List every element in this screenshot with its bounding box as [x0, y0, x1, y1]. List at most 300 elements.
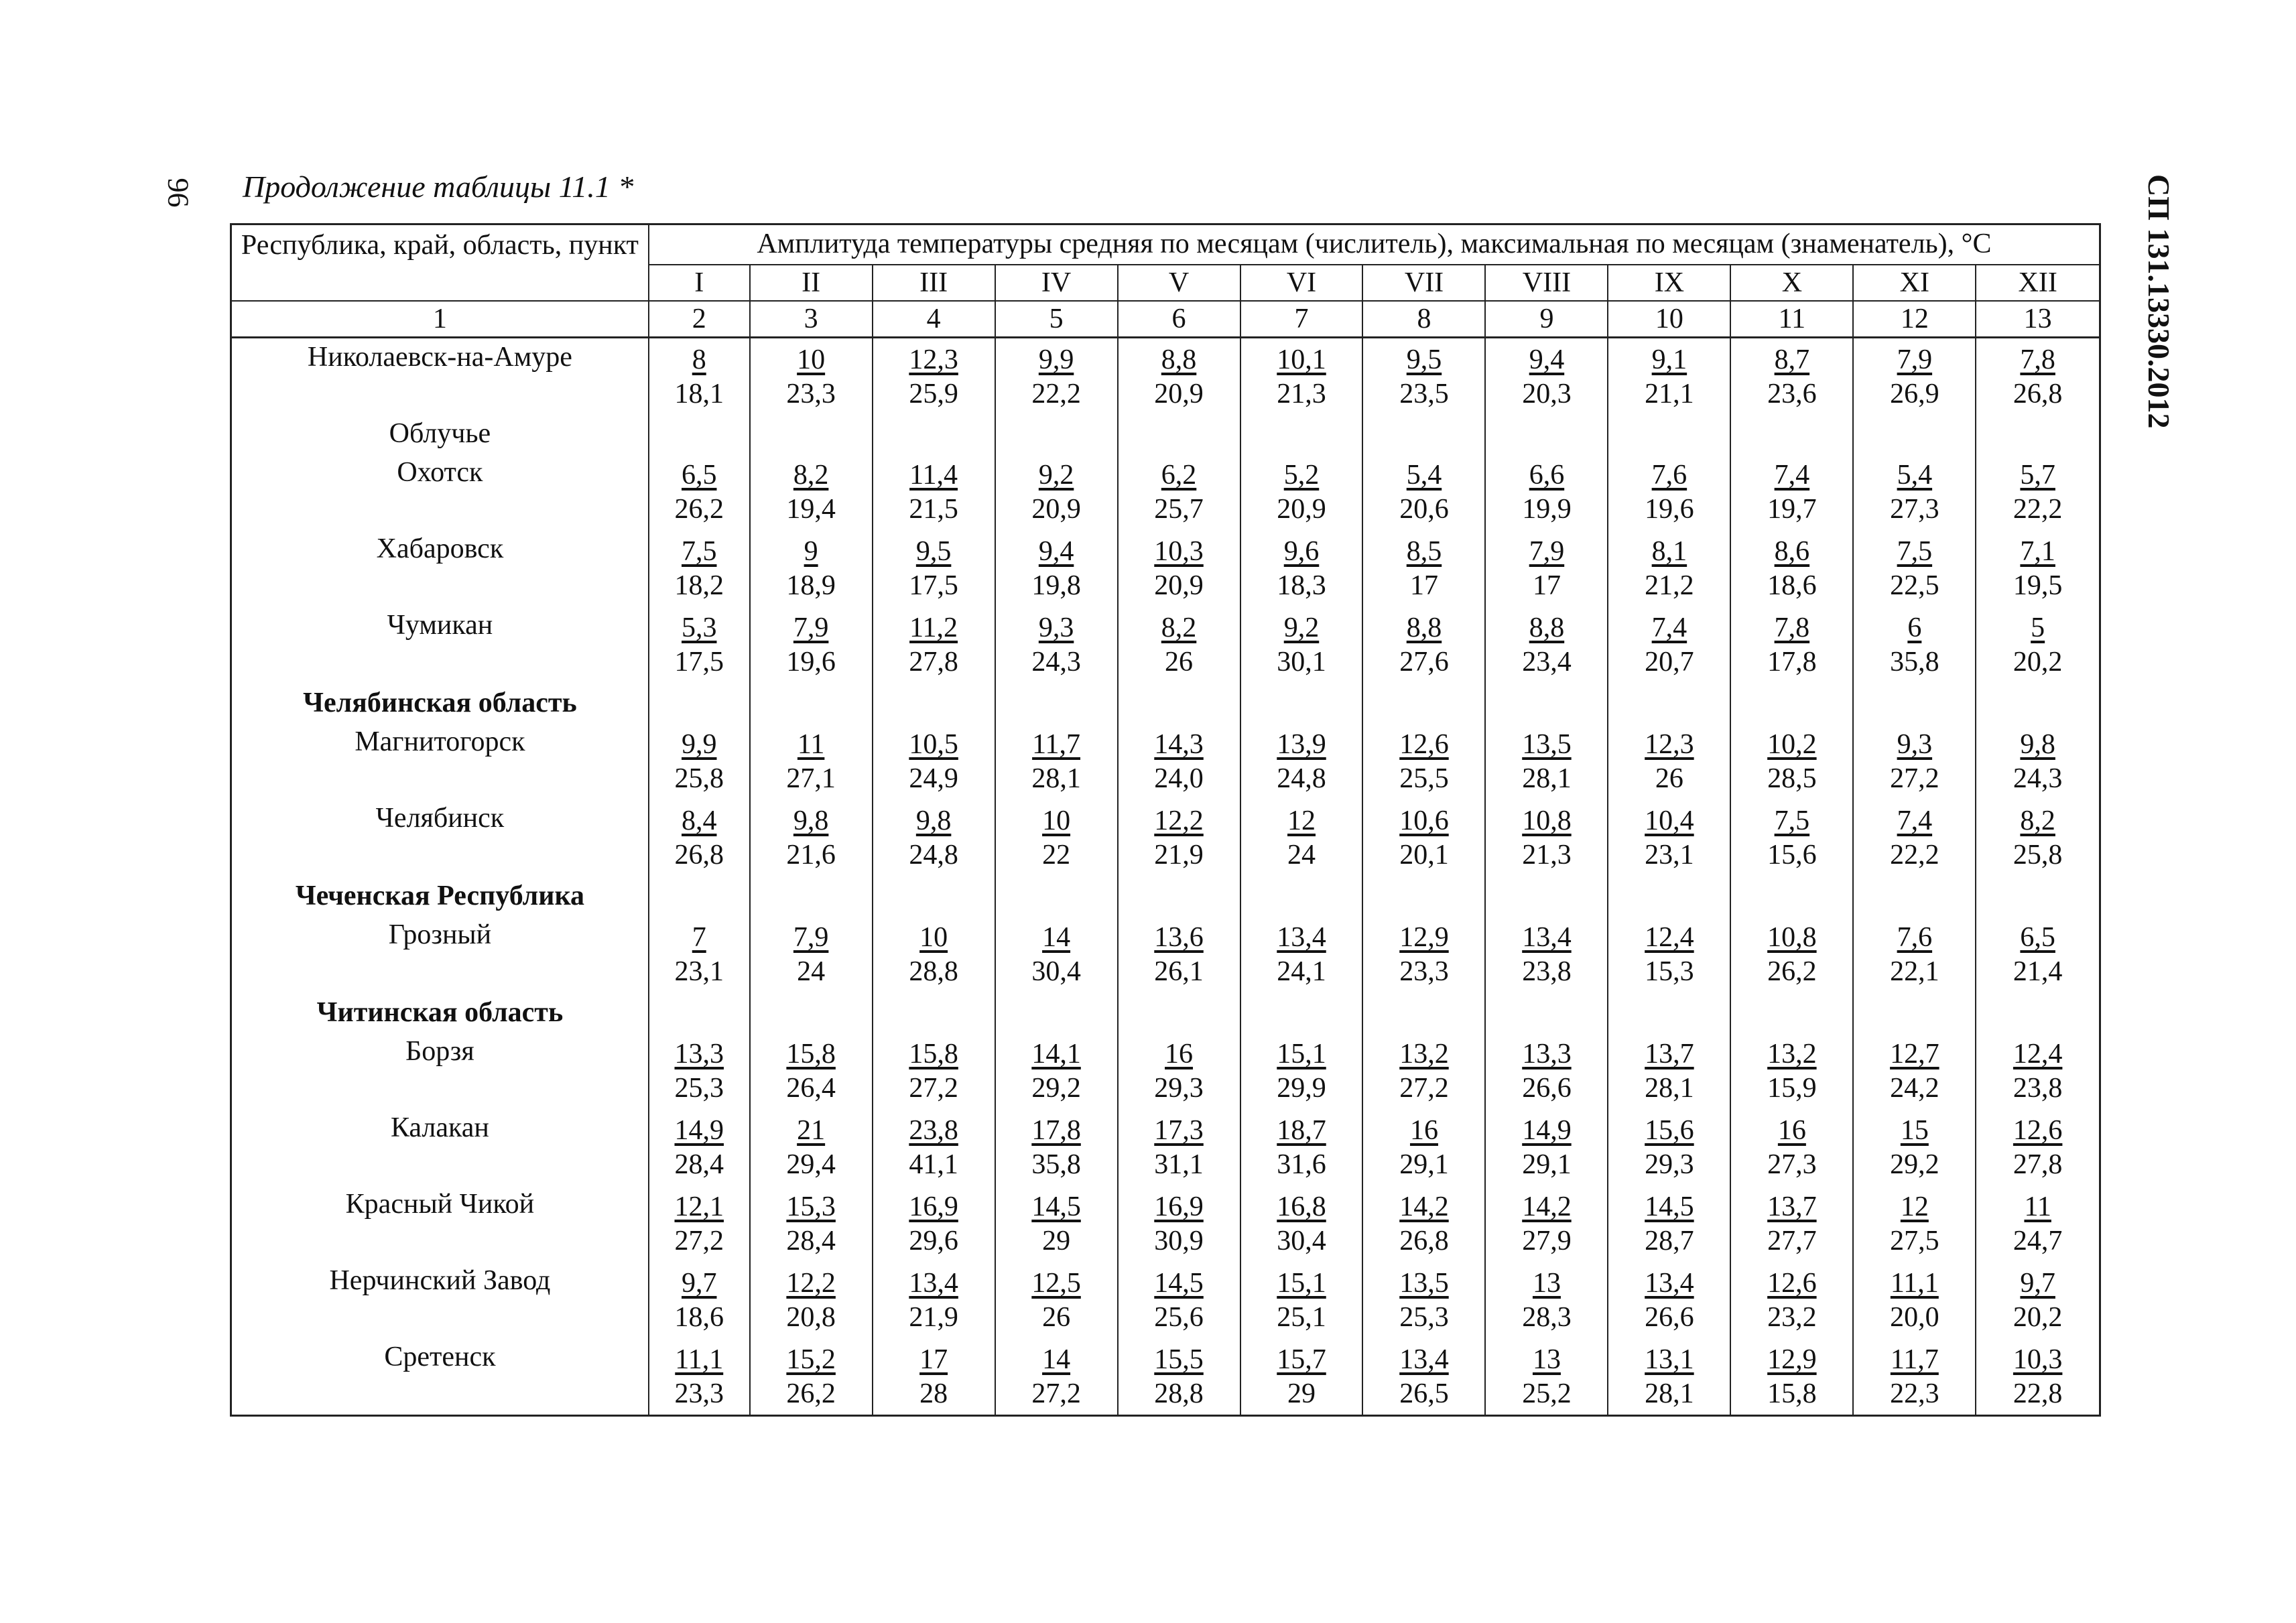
average-amplitude: 8,8: [1406, 612, 1442, 643]
value-cell: [649, 338, 750, 415]
average-amplitude: 15,6: [1645, 1115, 1694, 1146]
fraction: [1976, 1338, 2099, 1412]
average-amplitude: 14,1: [1031, 1039, 1081, 1069]
maximum-amplitude: 26: [1655, 763, 1683, 794]
average-amplitude: 13,2: [1767, 1039, 1817, 1069]
fraction: [1241, 454, 1362, 527]
maximum-amplitude: 26,8: [1399, 1226, 1449, 1256]
fraction: [873, 606, 995, 680]
value-cell: [1730, 683, 1853, 723]
location-cell: [231, 876, 649, 916]
value-cell: [1730, 1033, 1853, 1109]
location-cell: [231, 1185, 649, 1262]
maximum-amplitude: 25,3: [674, 1073, 724, 1104]
value-cell: [1730, 1338, 1853, 1416]
value-cell: [1118, 723, 1240, 799]
value-cell: [1608, 683, 1730, 723]
fraction: [996, 1109, 1117, 1183]
value-cell: [750, 723, 873, 799]
value-cell: [1608, 992, 1730, 1033]
value-cell: [649, 606, 750, 683]
maximum-amplitude: 21,3: [1277, 379, 1326, 409]
maximum-amplitude: 27,2: [1399, 1073, 1449, 1104]
value-cell: [1853, 683, 1976, 723]
average-amplitude: 12,4: [2013, 1039, 2063, 1069]
table-row: [231, 916, 2100, 992]
value-cell: [1118, 1185, 1240, 1262]
fraction: [1731, 1338, 1852, 1412]
average-amplitude: 9,9: [681, 729, 717, 760]
value-cell: [1362, 530, 1485, 606]
value-cell: [1608, 1033, 1730, 1109]
fraction: [1486, 916, 1607, 990]
maximum-amplitude: 29,4: [786, 1149, 836, 1180]
value-cell: [1608, 415, 1730, 454]
table-row: [231, 1338, 2100, 1416]
value-cell: [750, 415, 873, 454]
average-amplitude: 8: [692, 344, 706, 375]
value-cell: [1118, 1033, 1240, 1109]
value-cell: [1240, 723, 1363, 799]
average-amplitude: 12,1: [674, 1191, 724, 1222]
value-cell: [995, 799, 1118, 876]
value-cell: [649, 1109, 750, 1185]
maximum-amplitude: 41,1: [909, 1149, 958, 1180]
value-cell: [1485, 415, 1608, 454]
average-amplitude: 16: [1409, 1115, 1438, 1146]
average-amplitude: 9,8: [793, 805, 829, 836]
month-header: VI: [1240, 265, 1363, 301]
value-cell: [649, 876, 750, 916]
value-cell: [873, 1338, 995, 1416]
value-cell: [1976, 799, 2100, 876]
average-amplitude: 8,2: [793, 460, 829, 491]
value-cell: [1608, 876, 1730, 916]
maximum-amplitude: 19,4: [786, 494, 836, 525]
maximum-amplitude: 29,2: [1031, 1073, 1081, 1104]
value-cell: [1485, 1033, 1608, 1109]
value-cell: [1240, 1185, 1363, 1262]
fraction: [1731, 1185, 1852, 1259]
average-amplitude: 14,3: [1154, 729, 1204, 760]
average-amplitude: 13,6: [1154, 922, 1204, 953]
maximum-amplitude: 27,2: [1890, 763, 1939, 794]
fraction: [1854, 1033, 1975, 1106]
value-cell: [1976, 1262, 2100, 1338]
fraction: [1608, 1262, 1730, 1336]
fraction: [1486, 1338, 1607, 1412]
value-cell: [995, 1109, 1118, 1185]
value-cell: [1362, 876, 1485, 916]
average-amplitude: 11,2: [909, 612, 958, 643]
average-amplitude: 12,5: [1031, 1268, 1081, 1299]
value-cell: [1608, 530, 1730, 606]
average-amplitude: 5,4: [1406, 460, 1442, 491]
average-amplitude: 11,7: [1890, 1344, 1939, 1375]
fraction: [1976, 1262, 2099, 1336]
place-name: Облучье: [389, 418, 491, 449]
fraction: [1976, 1109, 2099, 1183]
column-number: 10: [1608, 301, 1730, 338]
maximum-amplitude: 23,4: [1522, 647, 1572, 677]
value-cell: [1976, 454, 2100, 530]
maximum-amplitude: 28,8: [909, 956, 958, 987]
maximum-amplitude: 29,2: [1890, 1149, 1939, 1180]
fraction: [1731, 723, 1852, 797]
value-cell: [750, 1033, 873, 1109]
column-number-row: [231, 301, 2100, 338]
average-amplitude: 9,5: [915, 536, 952, 567]
page-number: 96: [162, 178, 195, 208]
value-cell: [1362, 1262, 1485, 1338]
value-cell: [750, 916, 873, 992]
value-cell: [1608, 1262, 1730, 1338]
average-amplitude: 9,2: [1283, 612, 1320, 643]
value-cell: [1118, 992, 1240, 1033]
fraction: [751, 606, 872, 680]
month-header: IX: [1608, 265, 1730, 301]
average-amplitude: 13: [1532, 1344, 1561, 1375]
average-amplitude: 10,8: [1767, 922, 1817, 953]
maximum-amplitude: 21,5: [909, 494, 958, 525]
maximum-amplitude: 28,3: [1522, 1302, 1572, 1333]
average-amplitude: 8,7: [1774, 344, 1810, 375]
value-cell: [1362, 454, 1485, 530]
value-cell: [1853, 454, 1976, 530]
value-cell: [1240, 1109, 1363, 1185]
average-amplitude: 10: [1042, 805, 1071, 836]
value-cell: [1976, 876, 2100, 916]
maximum-amplitude: 26,2: [786, 1378, 836, 1409]
fraction: [996, 606, 1117, 680]
maximum-amplitude: 18,3: [1277, 570, 1326, 601]
fraction: [1119, 1338, 1240, 1412]
value-cell: [1853, 530, 1976, 606]
maximum-amplitude: 22,8: [2013, 1378, 2063, 1409]
place-name: Охотск: [397, 457, 483, 488]
maximum-amplitude: 23,6: [1767, 379, 1817, 409]
maximum-amplitude: 20,8: [786, 1302, 836, 1333]
average-amplitude: 13,4: [909, 1268, 958, 1299]
value-cell: [649, 992, 750, 1033]
maximum-amplitude: 29,1: [1399, 1149, 1449, 1180]
value-cell: [873, 799, 995, 876]
value-cell: [1730, 415, 1853, 454]
average-amplitude: 11: [2024, 1191, 2051, 1222]
average-amplitude: 5,2: [1283, 460, 1320, 491]
average-amplitude: 6,2: [1161, 460, 1197, 491]
value-cell: [1118, 876, 1240, 916]
value-cell: [1730, 606, 1853, 683]
table-row: [231, 338, 2100, 415]
value-cell: [1853, 1033, 1976, 1109]
fraction: [1241, 1338, 1362, 1412]
maximum-amplitude: 22,5: [1890, 570, 1939, 601]
fraction: [1486, 1109, 1607, 1183]
fraction: [996, 530, 1117, 604]
maximum-amplitude: 26,5: [1399, 1378, 1449, 1409]
value-cell: [1240, 799, 1363, 876]
location-cell: [231, 799, 649, 876]
value-cell: [1118, 916, 1240, 992]
place-name: Борзя: [405, 1036, 474, 1067]
value-cell: [1362, 1338, 1485, 1416]
maximum-amplitude: 22,2: [1031, 379, 1081, 409]
fraction: [1608, 1338, 1730, 1412]
value-cell: [873, 338, 995, 415]
average-amplitude: 9,4: [1529, 344, 1565, 375]
average-amplitude: 15,8: [909, 1039, 958, 1069]
fraction: [1854, 1338, 1975, 1412]
fraction: [996, 454, 1117, 527]
fraction: [649, 1262, 749, 1336]
value-cell: [1730, 1185, 1853, 1262]
value-cell: [873, 876, 995, 916]
maximum-amplitude: 28,5: [1767, 763, 1817, 794]
maximum-amplitude: 30,4: [1031, 956, 1081, 987]
value-cell: [1730, 338, 1853, 415]
month-header: XII: [1976, 265, 2100, 301]
table-row: [231, 1185, 2100, 1262]
maximum-amplitude: 15,3: [1645, 956, 1694, 987]
maximum-amplitude: 35,8: [1890, 647, 1939, 677]
average-amplitude: 10,8: [1522, 805, 1572, 836]
table-row: [231, 1109, 2100, 1185]
fraction: [751, 1338, 872, 1412]
average-amplitude: 13,4: [1645, 1268, 1694, 1299]
value-cell: [1730, 916, 1853, 992]
fraction: [996, 723, 1117, 797]
value-cell: [1730, 1262, 1853, 1338]
maximum-amplitude: 27,2: [674, 1226, 724, 1256]
fraction: [1608, 1185, 1730, 1259]
value-cell: [1485, 992, 1608, 1033]
average-amplitude: 13,2: [1399, 1039, 1449, 1069]
value-cell: [1240, 1033, 1363, 1109]
maximum-amplitude: 27,5: [1890, 1226, 1939, 1256]
average-amplitude: 7,9: [1897, 344, 1933, 375]
value-cell: [750, 606, 873, 683]
value-cell: [1240, 530, 1363, 606]
maximum-amplitude: 27,3: [1890, 494, 1939, 525]
fraction: [873, 1033, 995, 1106]
maximum-amplitude: 21,9: [1154, 840, 1204, 870]
value-cell: [649, 916, 750, 992]
value-cell: [1240, 876, 1363, 916]
value-cell: [995, 1185, 1118, 1262]
maximum-amplitude: 20,0: [1890, 1302, 1939, 1333]
maximum-amplitude: 23,2: [1767, 1302, 1817, 1333]
maximum-amplitude: 29,1: [1522, 1149, 1572, 1180]
value-cell: [873, 1109, 995, 1185]
fraction: [1363, 1109, 1484, 1183]
average-amplitude: 9,7: [681, 1268, 717, 1299]
fraction: [1731, 454, 1852, 527]
value-cell: [1485, 723, 1608, 799]
fraction: [1363, 916, 1484, 990]
table-row: [231, 1033, 2100, 1109]
value-cell: [1853, 1338, 1976, 1416]
average-amplitude: 9,2: [1038, 460, 1074, 491]
place-name: Николаевск-на-Амуре: [307, 342, 572, 373]
fraction: [649, 606, 749, 680]
value-cell: [750, 530, 873, 606]
value-cell: [750, 1185, 873, 1262]
fraction: [649, 530, 749, 604]
average-amplitude: 8,1: [1651, 536, 1687, 567]
value-cell: [1730, 876, 1853, 916]
table-row: [231, 530, 2100, 606]
maximum-amplitude: 26: [1165, 647, 1194, 677]
maximum-amplitude: 30,4: [1277, 1226, 1326, 1256]
maximum-amplitude: 23,3: [1399, 956, 1449, 987]
fraction: [1241, 1033, 1362, 1106]
maximum-amplitude: 25,2: [1522, 1378, 1572, 1409]
value-cell: [1853, 992, 1976, 1033]
value-cell: [649, 1185, 750, 1262]
value-cell: [1485, 454, 1608, 530]
average-amplitude: 6,5: [681, 460, 717, 491]
value-cell: [1485, 876, 1608, 916]
maximum-amplitude: 23,8: [1522, 956, 1572, 987]
average-amplitude: 7,9: [793, 612, 829, 643]
fraction: [1486, 606, 1607, 680]
average-amplitude: 7,8: [1774, 612, 1810, 643]
maximum-amplitude: 19,6: [1645, 494, 1694, 525]
value-cell: [1362, 338, 1485, 415]
fraction: [751, 530, 872, 604]
value-cell: [649, 1338, 750, 1416]
value-cell: [1485, 1109, 1608, 1185]
average-amplitude: 10,3: [2013, 1344, 2063, 1375]
maximum-amplitude: 26,2: [1767, 956, 1817, 987]
maximum-amplitude: 24,3: [2013, 763, 2063, 794]
value-cell: [1608, 1185, 1730, 1262]
average-amplitude: 9: [804, 536, 818, 567]
fraction: [1241, 338, 1362, 412]
value-cell: [1240, 338, 1363, 415]
fraction: [1608, 338, 1730, 412]
location-column-header: Республика, край, область, пункт: [231, 224, 649, 302]
maximum-amplitude: 25,7: [1154, 494, 1204, 525]
fraction: [1608, 723, 1730, 797]
table-caption: Продолжение таблицы 11.1 *: [243, 170, 634, 204]
fraction: [1854, 799, 1975, 873]
value-cell: [995, 530, 1118, 606]
place-name: Нерчинский Завод: [329, 1265, 551, 1296]
maximum-amplitude: 26,6: [1645, 1302, 1694, 1333]
maximum-amplitude: 29,3: [1154, 1073, 1204, 1104]
maximum-amplitude: 23,3: [674, 1378, 724, 1409]
average-amplitude: 10: [797, 344, 826, 375]
document-code: СП 131.13330.2012: [2142, 174, 2176, 429]
region-row: [231, 992, 2100, 1033]
region-row: [231, 876, 2100, 916]
average-amplitude: 12,6: [1767, 1268, 1817, 1299]
value-cell: [1118, 1262, 1240, 1338]
average-amplitude: 7,5: [1897, 536, 1933, 567]
average-amplitude: 9,3: [1897, 729, 1933, 760]
value-cell: [1485, 1262, 1608, 1338]
average-amplitude: 13,3: [674, 1039, 724, 1069]
maximum-amplitude: 26,1: [1154, 956, 1204, 987]
average-amplitude: 12,7: [1890, 1039, 1939, 1069]
average-amplitude: 12,9: [1399, 922, 1449, 953]
value-cell: [1362, 683, 1485, 723]
value-cell: [649, 454, 750, 530]
maximum-amplitude: 26,8: [2013, 379, 2063, 409]
value-cell: [1118, 1109, 1240, 1185]
average-amplitude: 12,6: [1399, 729, 1449, 760]
value-cell: [750, 1338, 873, 1416]
fraction: [1486, 1262, 1607, 1336]
average-amplitude: 15,3: [786, 1191, 836, 1222]
maximum-amplitude: 28,1: [1645, 1378, 1694, 1409]
maximum-amplitude: 25,8: [674, 763, 724, 794]
average-amplitude: 15,2: [786, 1344, 836, 1375]
value-cell: [873, 723, 995, 799]
maximum-amplitude: 30,9: [1154, 1226, 1204, 1256]
month-header: XI: [1853, 265, 1976, 301]
maximum-amplitude: 23,5: [1399, 379, 1449, 409]
average-amplitude: 9,8: [2020, 729, 2055, 760]
average-amplitude: 16: [1165, 1039, 1194, 1069]
average-amplitude: 7,4: [1651, 612, 1687, 643]
value-cell: [1240, 415, 1363, 454]
maximum-amplitude: 19,5: [2013, 570, 2063, 601]
average-amplitude: 6: [1907, 612, 1922, 643]
maximum-amplitude: 23,1: [1645, 840, 1694, 870]
maximum-amplitude: 18,9: [786, 570, 836, 601]
average-amplitude: 13,4: [1399, 1344, 1449, 1375]
average-amplitude: 8,4: [681, 805, 717, 836]
average-amplitude: 13,4: [1277, 922, 1326, 953]
value-cell: [750, 799, 873, 876]
maximum-amplitude: 18,1: [674, 379, 724, 409]
value-cell: [1608, 606, 1730, 683]
maximum-amplitude: 21,4: [2013, 956, 2063, 987]
value-cell: [995, 683, 1118, 723]
maximum-amplitude: 27,8: [2013, 1149, 2063, 1180]
fraction: [1976, 530, 2099, 604]
fraction: [1241, 1109, 1362, 1183]
column-number: 2: [649, 301, 750, 338]
maximum-amplitude: 20,7: [1645, 647, 1694, 677]
maximum-amplitude: 21,3: [1522, 840, 1572, 870]
fraction: [1486, 799, 1607, 873]
value-cell: [1853, 799, 1976, 876]
maximum-amplitude: 15,8: [1767, 1378, 1817, 1409]
value-cell: [750, 338, 873, 415]
column-number: 8: [1362, 301, 1485, 338]
average-amplitude: 12: [1900, 1191, 1929, 1222]
fraction: [1854, 1262, 1975, 1336]
value-cell: [750, 454, 873, 530]
maximum-amplitude: 31,1: [1154, 1149, 1204, 1180]
average-amplitude: 10,2: [1767, 729, 1817, 760]
value-cell: [1362, 1109, 1485, 1185]
average-amplitude: 5,4: [1897, 460, 1933, 491]
value-cell: [1976, 683, 2100, 723]
average-amplitude: 10,1: [1277, 344, 1326, 375]
value-cell: [1362, 415, 1485, 454]
maximum-amplitude: 28,8: [1154, 1378, 1204, 1409]
column-number: 11: [1730, 301, 1853, 338]
maximum-amplitude: 24,8: [1277, 763, 1326, 794]
fraction: [996, 338, 1117, 412]
maximum-amplitude: 24,1: [1277, 956, 1326, 987]
value-cell: [1853, 1262, 1976, 1338]
